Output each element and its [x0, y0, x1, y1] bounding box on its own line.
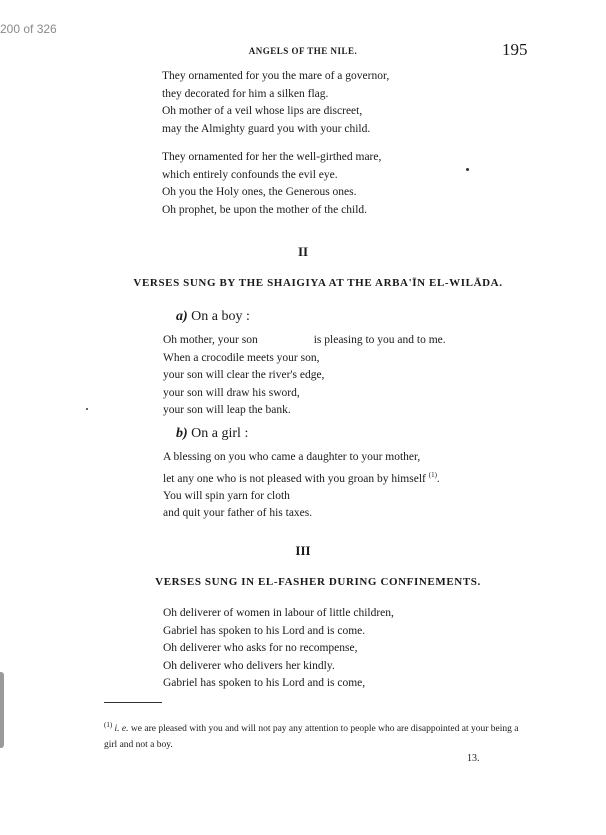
subheading-girl [176, 426, 248, 442]
verse-line: Gabriel has spoken to his Lord and is come, [163, 677, 366, 689]
footnote-text: we are pleased with you and will not pay any attention to people who are disappointed at your being a girl and not a boy. [104, 724, 519, 751]
verse-line: Gabriel has spoken to his Lord and is come. [163, 624, 366, 637]
subheading-letter: b) [176, 426, 188, 441]
footnote-ref[interactable]: (1) [428, 470, 437, 479]
footnote-mark: (1) [104, 721, 113, 729]
verse-line: they decorated for him a silken flag. [162, 87, 329, 100]
verse-line: Oh mother of a veil whose lips are discreet, [162, 105, 363, 117]
verse-line: They ornamented for her the well-girthed mare, [162, 151, 382, 163]
verse-line: When a crocodile meets your son, [163, 351, 320, 364]
boy-verses [163, 332, 446, 420]
footnote [104, 717, 534, 753]
section-heading-2: VERSES SUNG BY THE SHAIGIYA AT THE ARBA'ĪN EL-WILĀDA. [133, 277, 503, 289]
verse-line [163, 467, 440, 488]
subheading-label: On a boy : [191, 309, 250, 324]
verse-line: Oh deliverer who delivers her kindly. [163, 659, 335, 672]
verse-line: your son will leap the bank. [163, 404, 291, 416]
subheading-letter: a) [176, 309, 188, 324]
verse-line: may the Almighty guard you with your child. [162, 122, 371, 135]
verse-fragment: Oh mother, your son [163, 334, 258, 346]
verse-line: your son will clear the river's edge, [163, 369, 325, 381]
verse-fragment: let any one who is not pleased with you groan by himself [163, 472, 426, 485]
verse-line [163, 332, 446, 350]
ink-speck [466, 168, 469, 171]
ink-speck [86, 408, 88, 410]
verse-line: Oh prophet, be upon the mother of the child. [162, 203, 368, 216]
verse-line: They ornamented for you the mare of a governor, [162, 70, 390, 82]
footnote-abbrev: i. e. [114, 724, 129, 735]
page-number: 195 [502, 40, 528, 59]
verse-line: A blessing on you who came a daughter to your mother, [163, 451, 421, 463]
verse-line: your son will draw his sword, [163, 386, 300, 399]
girl-verses [163, 449, 440, 523]
signature-mark: 13. [467, 753, 480, 764]
subheading-boy [176, 309, 250, 325]
verse-line: You will spin yarn for cloth [163, 489, 290, 502]
verse-line: and quit your father of his taxes. [163, 507, 313, 520]
section-number-3: III [295, 543, 311, 558]
running-head: ANGELS OF THE NILE. [248, 46, 358, 56]
verse-fragment: is pleasing to you and to me. [313, 334, 446, 346]
footnote-rule [104, 702, 162, 703]
section-heading-3: VERSES SUNG IN EL-FASHER DURING CONFINEMENTS. [155, 576, 481, 588]
section-number-2: II [297, 244, 309, 259]
subheading-label: On a girl : [191, 426, 249, 441]
verse-fragment: . [436, 472, 440, 485]
page-counter: 200 of 326 [0, 22, 57, 36]
scroll-handle[interactable] [0, 672, 4, 748]
stanza-2 [162, 149, 381, 219]
verse-line: Oh deliverer of women in labour of little children, [163, 607, 394, 619]
verse-line: Oh you the Holy ones, the Generous ones. [162, 186, 357, 198]
verse-line: which entirely confounds the evil eye. [162, 168, 338, 181]
confinement-verses [163, 605, 394, 693]
stanza-1 [162, 68, 389, 138]
verse-line: Oh deliverer who asks for no recompense, [163, 642, 358, 654]
